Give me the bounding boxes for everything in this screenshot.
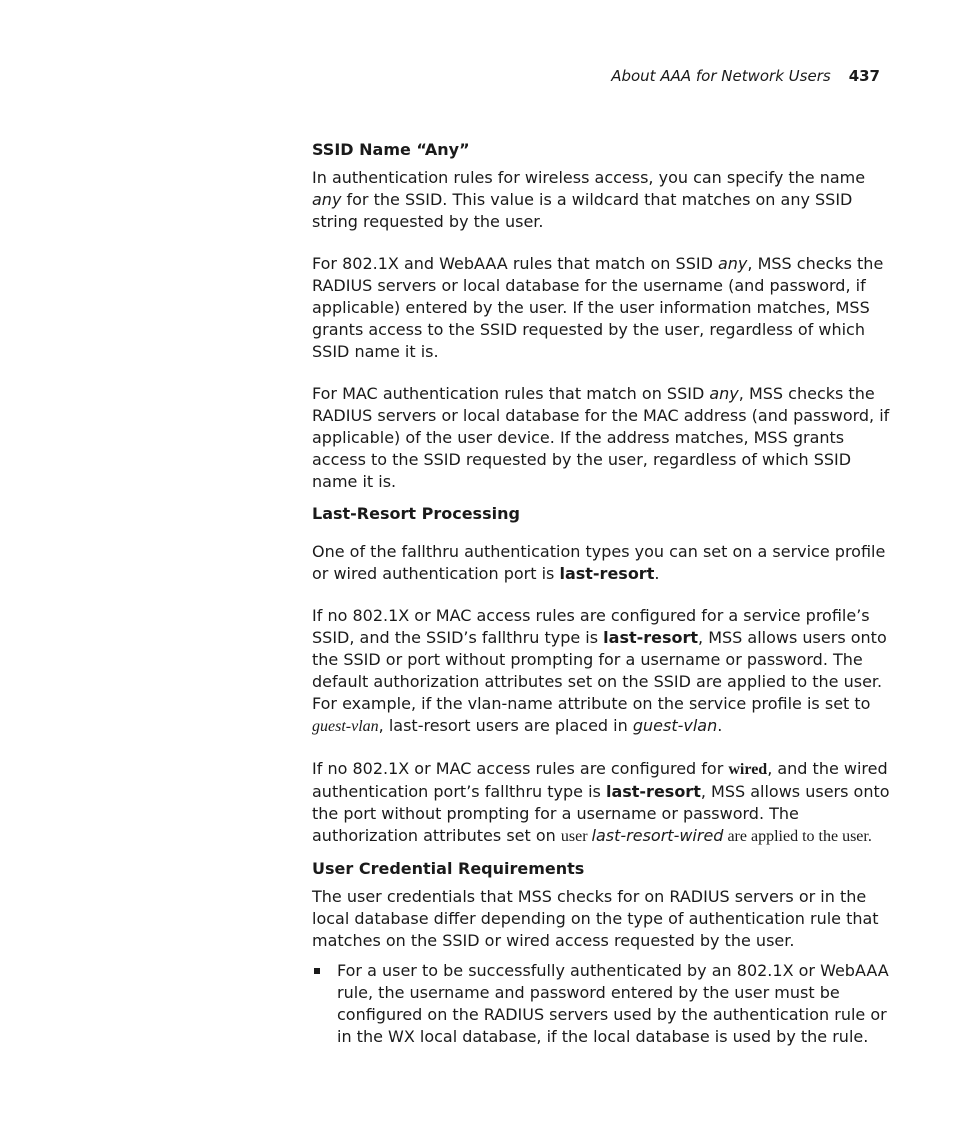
bullet-list xyxy=(312,960,892,1048)
heading-user-credential-requirements: User Credential Requirements xyxy=(312,859,585,878)
square-bullet-icon xyxy=(314,968,320,974)
text-run: For 802.1X and WebAAA rules that match on SSID xyxy=(312,254,718,273)
text-run: For MAC authentication rules that match on SSID xyxy=(312,384,710,403)
text-run: for the SSID. This value is a wildcard that matches on any SSID string requested by the user. xyxy=(312,190,853,231)
paragraph-ssid-any-2 xyxy=(312,253,892,363)
text-run: If no 802.1X or MAC access rules are configured for xyxy=(312,759,729,778)
text-run: , MSS allows users onto the port without prompting for a username or password. The authorization attributes set on xyxy=(312,782,890,845)
text-run: If no 802.1X or MAC access rules are configured for a service profile’s SSID, and the SSID’s fallthru type is xyxy=(312,606,870,647)
emphasis-any: any xyxy=(312,190,342,209)
text-run: , last-resort users are placed in xyxy=(378,716,633,735)
text-run: , MSS allows users onto the SSID or port without prompting for a username or password. The default authorization attributes set on the SSID are applied to the user. For example, if the vlan-name attribute on the service profile is set to xyxy=(312,628,887,713)
heading-last-resort-processing: Last-Resort Processing xyxy=(312,504,520,523)
text-run: , MSS checks the RADIUS servers or local database for the username (and password, if applicable) entered by the user. If the user information matches, MSS grants access to the SSID requested by the user, regardless of which SSID name it is. xyxy=(312,254,884,361)
paragraph-last-resort-1 xyxy=(312,541,892,585)
paragraph-last-resort-3 xyxy=(312,758,892,848)
keyword-last-resort: last-resort xyxy=(559,564,655,583)
text-run-serif: user xyxy=(560,828,592,845)
paragraph-ssid-any-1 xyxy=(312,167,892,233)
page-body xyxy=(312,139,892,1048)
emphasis-any: any xyxy=(709,384,739,403)
value-last-resort-wired: last-resort-wired xyxy=(591,826,724,845)
list-item-text: For a user to be successfully authenticated by an 802.1X or WebAAA rule, the username and password entered by the user must be configured on the RADIUS servers used by the authentication rule or in the WX local database, if the local database is used by the rule. xyxy=(337,961,889,1046)
text-run: In authentication rules for wireless access, you can specify the name xyxy=(312,168,866,187)
keyword-last-resort: last-resort xyxy=(605,782,701,801)
value-guest-vlan: guest-vlan xyxy=(632,716,718,735)
paragraph-credentials-1: The user credentials that MSS checks for on RADIUS servers or in the local database differ depending on the type of authentication rule that matches on the SSID or wired access requested by the user. xyxy=(312,887,879,950)
paragraph-ssid-any-3 xyxy=(312,383,892,493)
text-run: , and the wired authentication port’s fallthru type is xyxy=(312,759,888,801)
text-run: . xyxy=(654,564,660,583)
page-number: 437 xyxy=(848,67,880,85)
list-item xyxy=(312,960,892,1048)
text-run: One of the fallthru authentication types you can set on a service profile or wired authentication port is xyxy=(312,542,886,583)
heading-ssid-name-any: SSID Name “Any” xyxy=(312,140,470,159)
text-run-serif: are applied to the user. xyxy=(723,828,872,845)
text-run: , MSS checks the RADIUS servers or local database for the MAC address (and password, if applicable) of the user device. If the address matches, MSS grants access to the SSID requested by the user, regardless of which SSID name it is. xyxy=(312,384,890,491)
keyword-last-resort: last-resort xyxy=(603,628,699,647)
value-guest-vlan: guest-vlan xyxy=(312,718,379,735)
keyword-wired: wired xyxy=(728,761,768,778)
running-header xyxy=(611,66,880,86)
emphasis-any: any xyxy=(717,254,748,273)
running-header-title: About AAA for Network Users xyxy=(611,67,831,85)
paragraph-last-resort-2 xyxy=(312,605,892,738)
text-run: . xyxy=(717,716,723,735)
